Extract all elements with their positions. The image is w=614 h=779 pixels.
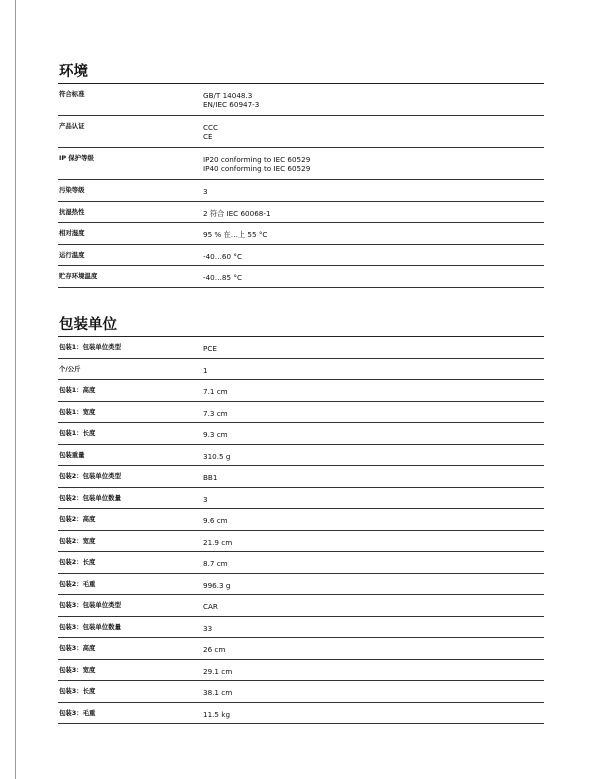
table-row bbox=[58, 531, 544, 553]
table-row bbox=[58, 180, 544, 202]
row-value bbox=[203, 509, 544, 530]
row-label: 抗湿热性 bbox=[59, 207, 85, 216]
row-label: 包装2：包装单位类型 bbox=[59, 472, 121, 480]
row-value bbox=[203, 337, 544, 358]
table-row bbox=[58, 574, 544, 596]
table-row bbox=[58, 595, 544, 617]
value-line: GB/T 14048.3 bbox=[203, 91, 253, 100]
value-line: 7.3 cm bbox=[203, 408, 228, 418]
table-row bbox=[58, 380, 544, 402]
row-value bbox=[203, 266, 544, 287]
value-line: CE bbox=[203, 132, 213, 142]
value-line: IP40 conforming to IEC 60529 bbox=[203, 164, 311, 174]
row-value bbox=[203, 359, 544, 380]
section-title-packaging: 包装单位 bbox=[58, 313, 544, 337]
row-label: 符合标准 bbox=[59, 90, 85, 98]
row-label: 包装2：包装单位数量 bbox=[59, 493, 121, 502]
row-label: 运行温度 bbox=[59, 250, 85, 259]
row-value bbox=[203, 148, 544, 179]
table-row bbox=[58, 337, 544, 359]
document-content bbox=[58, 60, 544, 724]
row-value bbox=[203, 638, 544, 659]
value-line: 9.6 cm bbox=[203, 516, 228, 525]
value-line: PCE bbox=[203, 343, 217, 353]
row-value bbox=[203, 595, 544, 616]
table-row bbox=[58, 445, 544, 467]
table-row bbox=[58, 116, 544, 148]
value-line: -40…60 °C bbox=[203, 251, 242, 261]
row-label: 包装2：宽度 bbox=[59, 536, 96, 545]
value-line: 7.1 cm bbox=[203, 387, 228, 396]
value-line: 11.5 kg bbox=[203, 709, 231, 719]
row-label: 包装1：长度 bbox=[59, 429, 96, 437]
table-row bbox=[58, 617, 544, 639]
table-row bbox=[58, 84, 544, 116]
table-row bbox=[58, 359, 544, 381]
table-row bbox=[58, 488, 544, 510]
row-value bbox=[203, 423, 544, 444]
table-row bbox=[58, 202, 544, 224]
row-value bbox=[203, 552, 544, 573]
row-label: 包装2：长度 bbox=[59, 558, 96, 566]
table-row bbox=[58, 681, 544, 703]
value-line: 996.3 g bbox=[203, 580, 231, 590]
value-line: 8.7 cm bbox=[203, 559, 228, 568]
table-row bbox=[58, 223, 544, 245]
value-line: 9.3 cm bbox=[203, 430, 228, 439]
row-label: 包装重量 bbox=[59, 450, 85, 459]
row-label: 相对湿度 bbox=[59, 229, 85, 237]
value-line: CAR bbox=[203, 602, 218, 611]
row-value bbox=[203, 681, 544, 702]
row-value bbox=[203, 380, 544, 401]
table-row bbox=[58, 148, 544, 180]
value-line: -40…85 °C bbox=[203, 273, 242, 282]
row-label: 个/公斤 bbox=[59, 364, 81, 373]
row-label: 包装3：宽度 bbox=[59, 665, 96, 674]
row-label: 包装1：高度 bbox=[59, 386, 96, 394]
table-row bbox=[58, 638, 544, 660]
table-row bbox=[58, 660, 544, 682]
row-value bbox=[203, 402, 544, 423]
value-line: 21.9 cm bbox=[203, 537, 233, 547]
row-value bbox=[203, 223, 544, 244]
row-value bbox=[203, 703, 544, 724]
row-value bbox=[203, 116, 544, 147]
value-line: 38.1 cm bbox=[203, 688, 233, 697]
page-margin-rule bbox=[15, 0, 16, 779]
value-line: EN/IEC 60947-3 bbox=[203, 100, 260, 110]
value-line: 310.5 g bbox=[203, 451, 231, 461]
table-row bbox=[58, 466, 544, 488]
row-label: 包装2：毛重 bbox=[59, 579, 96, 588]
table-row bbox=[58, 245, 544, 267]
table-row bbox=[58, 266, 544, 288]
value-line: 33 bbox=[203, 623, 213, 633]
value-line: 2 符合 IEC 60068-1 bbox=[203, 208, 271, 218]
row-value bbox=[203, 574, 544, 595]
value-line: 3 bbox=[203, 187, 208, 196]
row-label: 包装1：宽度 bbox=[59, 407, 96, 416]
row-label: 贮存环境温度 bbox=[59, 272, 98, 280]
row-value bbox=[203, 180, 544, 201]
table-row bbox=[58, 552, 544, 574]
value-line: 1 bbox=[203, 365, 208, 375]
row-value bbox=[203, 202, 544, 223]
row-value bbox=[203, 660, 544, 681]
packaging-table bbox=[58, 337, 544, 725]
row-value bbox=[203, 445, 544, 466]
row-value bbox=[203, 488, 544, 509]
environment-table bbox=[58, 84, 544, 288]
row-value bbox=[203, 531, 544, 552]
row-label: 污染等级 bbox=[59, 186, 85, 194]
row-label: IP 保护等级 bbox=[59, 154, 94, 162]
table-row bbox=[58, 423, 544, 445]
row-label: 包装1：包装单位类型 bbox=[59, 342, 121, 351]
row-value bbox=[203, 84, 544, 115]
row-label: 包装3：包装单位类型 bbox=[59, 601, 121, 609]
row-label: 包装2：高度 bbox=[59, 515, 96, 523]
value-line: IP20 conforming to IEC 60529 bbox=[203, 155, 311, 164]
row-label: 包装3：包装单位数量 bbox=[59, 622, 121, 631]
value-line: 26 cm bbox=[203, 645, 226, 654]
row-label: 包装3：长度 bbox=[59, 687, 96, 695]
value-line: 3 bbox=[203, 494, 208, 504]
row-label: 包装3：毛重 bbox=[59, 708, 96, 717]
row-label: 产品认证 bbox=[59, 122, 85, 130]
row-label: 包装3：高度 bbox=[59, 644, 96, 652]
section-title-environment: 环境 bbox=[58, 60, 544, 84]
value-line: CCC bbox=[203, 123, 219, 132]
value-line: 29.1 cm bbox=[203, 666, 233, 676]
table-row bbox=[58, 402, 544, 424]
row-value bbox=[203, 245, 544, 266]
row-value bbox=[203, 617, 544, 638]
row-value bbox=[203, 466, 544, 487]
value-line: 95 % 在…上 55 °C bbox=[203, 230, 268, 239]
value-line: BB1 bbox=[203, 473, 218, 482]
table-row bbox=[58, 509, 544, 531]
table-row bbox=[58, 703, 544, 725]
